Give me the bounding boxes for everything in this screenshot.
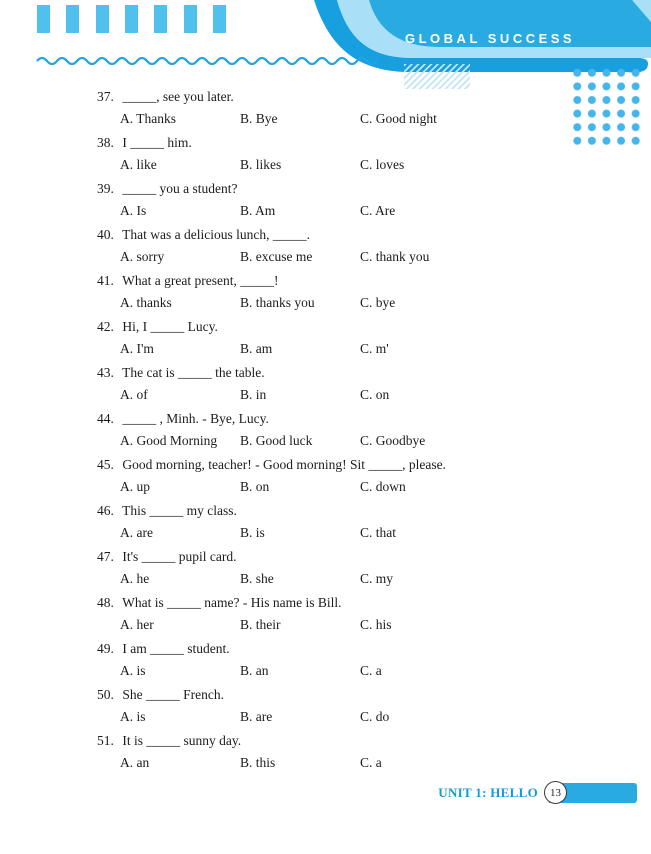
option-b: B. Am bbox=[240, 203, 276, 218]
option-b: B. their bbox=[240, 617, 281, 632]
unit-label: UNIT 1: HELLO bbox=[438, 785, 538, 800]
question-line bbox=[97, 456, 617, 473]
question-line bbox=[97, 364, 617, 381]
question-line bbox=[97, 272, 617, 289]
question-line bbox=[97, 318, 617, 335]
question-number: 37. bbox=[97, 89, 114, 104]
option-c: C. Are bbox=[360, 203, 396, 218]
option-c: C. thank you bbox=[360, 249, 430, 264]
stripe-bars-decoration bbox=[37, 5, 226, 33]
option-b: B. this bbox=[240, 755, 276, 770]
question-prompt: It's _____ pupil card. bbox=[122, 549, 237, 564]
question-row bbox=[97, 410, 617, 456]
option-a: A. thanks bbox=[120, 295, 172, 310]
option-row bbox=[120, 340, 617, 357]
option-b: B. am bbox=[240, 341, 273, 356]
option-c: C. down bbox=[360, 479, 406, 494]
question-line bbox=[97, 410, 617, 427]
option-b: B. are bbox=[240, 709, 273, 724]
option-c: C. a bbox=[360, 663, 382, 678]
question-number: 45. bbox=[97, 457, 114, 472]
question-line bbox=[97, 594, 617, 611]
page-number: 13 bbox=[550, 786, 561, 799]
option-a: A. is bbox=[120, 663, 146, 678]
option-a: A. like bbox=[120, 157, 157, 172]
question-number: 42. bbox=[97, 319, 114, 334]
question-row bbox=[97, 134, 617, 180]
question-prompt: _____, see you later. bbox=[122, 89, 234, 104]
option-row bbox=[120, 478, 617, 495]
option-c: C. my bbox=[360, 571, 394, 586]
option-c: C. on bbox=[360, 387, 390, 402]
question-number: 48. bbox=[97, 595, 114, 610]
option-a: A. Good Morning bbox=[120, 433, 218, 448]
question-prompt: Good morning, teacher! - Good morning! Sit _____, please. bbox=[122, 457, 446, 472]
option-a: A. of bbox=[120, 387, 148, 402]
question-row bbox=[97, 686, 617, 732]
option-b: B. thanks you bbox=[240, 295, 315, 310]
question-prompt: Hi, I _____ Lucy. bbox=[122, 319, 218, 334]
option-row bbox=[120, 202, 617, 219]
question-row bbox=[97, 502, 617, 548]
option-row bbox=[120, 110, 617, 127]
question-number: 47. bbox=[97, 549, 114, 564]
option-c: C. a bbox=[360, 755, 382, 770]
option-b: B. is bbox=[240, 525, 265, 540]
option-b: B. excuse me bbox=[240, 249, 313, 264]
question-number: 51. bbox=[97, 733, 114, 748]
option-a: A. is bbox=[120, 709, 146, 724]
option-a: A. up bbox=[120, 479, 150, 494]
question-row bbox=[97, 88, 617, 134]
option-row bbox=[120, 386, 617, 403]
option-a: A. sorry bbox=[120, 249, 165, 264]
option-a: A. Is bbox=[120, 203, 147, 218]
question-list bbox=[97, 88, 617, 778]
question-prompt: The cat is _____ the table. bbox=[122, 365, 265, 380]
option-c: C. do bbox=[360, 709, 390, 724]
question-line bbox=[97, 732, 617, 749]
wavy-divider bbox=[37, 58, 377, 64]
question-number: 43. bbox=[97, 365, 114, 380]
question-number: 41. bbox=[97, 273, 114, 288]
question-row bbox=[97, 640, 617, 686]
option-c: C. Goodbye bbox=[360, 433, 426, 448]
question-line bbox=[97, 640, 617, 657]
question-prompt: What is _____ name? - His name is Bill. bbox=[122, 595, 342, 610]
question-number: 46. bbox=[97, 503, 114, 518]
option-b: B. in bbox=[240, 387, 267, 402]
question-row bbox=[97, 456, 617, 502]
question-line bbox=[97, 686, 617, 703]
option-c: C. Good night bbox=[360, 111, 437, 126]
option-b: B. likes bbox=[240, 157, 282, 172]
option-row bbox=[120, 524, 617, 541]
option-row bbox=[120, 708, 617, 725]
option-a: A. her bbox=[120, 617, 154, 632]
option-row bbox=[120, 248, 617, 265]
question-row bbox=[97, 594, 617, 640]
question-line bbox=[97, 88, 617, 105]
option-a: A. he bbox=[120, 571, 150, 586]
question-prompt: I _____ him. bbox=[122, 135, 192, 150]
question-line bbox=[97, 134, 617, 151]
option-a: A. are bbox=[120, 525, 153, 540]
option-row bbox=[120, 294, 617, 311]
question-row bbox=[97, 364, 617, 410]
option-row bbox=[120, 754, 617, 771]
question-row bbox=[97, 272, 617, 318]
option-a: A. I'm bbox=[120, 341, 154, 356]
option-row bbox=[120, 570, 617, 587]
hatch-decoration bbox=[404, 64, 470, 89]
question-number: 44. bbox=[97, 411, 114, 426]
question-row bbox=[97, 548, 617, 594]
question-prompt: What a great present, _____! bbox=[122, 273, 279, 288]
option-row bbox=[120, 662, 617, 679]
option-a: A. Thanks bbox=[120, 111, 176, 126]
option-c: C. that bbox=[360, 525, 396, 540]
question-row bbox=[97, 180, 617, 226]
question-line bbox=[97, 226, 617, 243]
option-c: C. his bbox=[360, 617, 392, 632]
question-prompt: _____ , Minh. - Bye, Lucy. bbox=[122, 411, 269, 426]
question-row bbox=[97, 318, 617, 364]
option-c: C. bye bbox=[360, 295, 396, 310]
option-row bbox=[120, 432, 617, 449]
option-b: B. Good luck bbox=[240, 433, 313, 448]
question-prompt: This _____ my class. bbox=[122, 503, 237, 518]
question-line bbox=[97, 548, 617, 565]
option-b: B. Bye bbox=[240, 111, 278, 126]
question-prompt: I am _____ student. bbox=[122, 641, 230, 656]
page-number-badge bbox=[544, 781, 567, 804]
option-b: B. on bbox=[240, 479, 270, 494]
brand-title: GLOBAL SUCCESS bbox=[405, 31, 576, 46]
option-c: C. loves bbox=[360, 157, 405, 172]
question-prompt: She _____ French. bbox=[122, 687, 224, 702]
question-row bbox=[97, 732, 617, 778]
option-a: A. an bbox=[120, 755, 150, 770]
question-line bbox=[97, 180, 617, 197]
question-number: 49. bbox=[97, 641, 114, 656]
question-number: 50. bbox=[97, 687, 114, 702]
question-prompt: It is _____ sunny day. bbox=[122, 733, 242, 748]
option-row bbox=[120, 616, 617, 633]
question-number: 38. bbox=[97, 135, 114, 150]
question-number: 39. bbox=[97, 181, 114, 196]
question-prompt: _____ you a student? bbox=[122, 181, 238, 196]
question-row bbox=[97, 226, 617, 272]
question-prompt: That was a delicious lunch, _____. bbox=[122, 227, 310, 242]
option-row bbox=[120, 156, 617, 173]
option-b: B. she bbox=[240, 571, 274, 586]
question-line bbox=[97, 502, 617, 519]
option-b: B. an bbox=[240, 663, 269, 678]
option-c: C. m' bbox=[360, 341, 389, 356]
question-number: 40. bbox=[97, 227, 114, 242]
